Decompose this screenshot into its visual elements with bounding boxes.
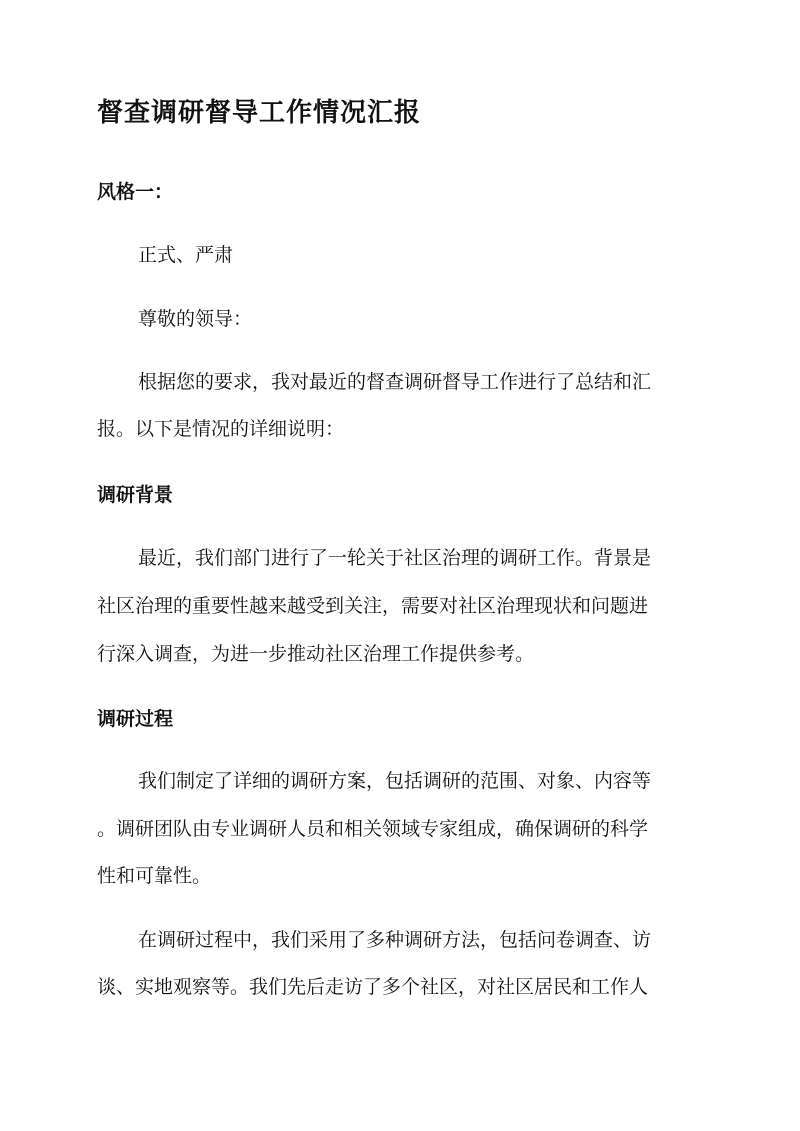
paragraph-line: 我们制定了详细的调研方案，包括调研的范围、对象、内容等 <box>138 770 652 792</box>
document-title: 督查调研督导工作情况汇报 <box>97 98 422 128</box>
paragraph-line: 谈、实地观察等。我们先后走访了多个社区，对社区居民和工作人 <box>97 976 649 998</box>
paragraph-line: 性和可靠性。 <box>97 865 212 887</box>
section-heading-background: 调研背景 <box>97 484 174 506</box>
paragraph-line: 行深入调查，为进一步推动社区治理工作提供参考。 <box>97 643 535 665</box>
salutation: 尊敬的领导： <box>138 308 253 330</box>
section-heading-process: 调研过程 <box>97 708 174 730</box>
paragraph-line: 报。以下是情况的详细说明： <box>97 418 345 440</box>
style-heading: 风格一： <box>97 181 174 203</box>
paragraph-line: 。调研团队由专业调研人员和相关领域专家组成，确保调研的科学 <box>97 818 649 840</box>
style-description: 正式、严肃 <box>138 244 234 266</box>
paragraph-line: 社区治理的重要性越来越受到关注，需要对社区治理现状和问题进 <box>97 595 649 617</box>
paragraph-line: 最近，我们部门进行了一轮关于社区治理的调研工作。背景是 <box>138 547 652 569</box>
paragraph-line: 根据您的要求，我对最近的督查调研督导工作进行了总结和汇 <box>138 371 652 393</box>
paragraph-line: 在调研过程中，我们采用了多种调研方法，包括问卷调查、访 <box>138 929 652 951</box>
